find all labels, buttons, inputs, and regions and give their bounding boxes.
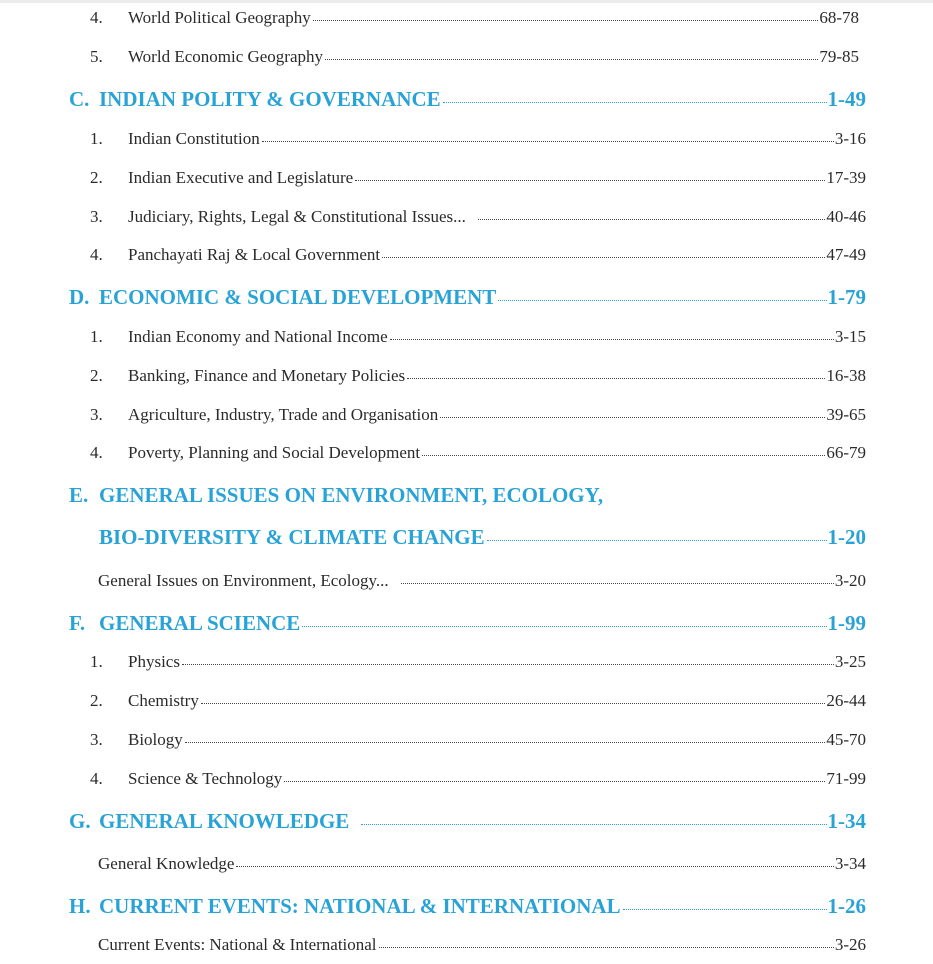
dot-leader [401, 583, 834, 584]
toc-section-heading[interactable] [0, 809, 933, 834]
entry-pages: 71-99 [826, 769, 866, 788]
entry-pages: 45-70 [826, 730, 866, 749]
entry-number: 2. [90, 691, 103, 710]
entry-number: 4. [90, 245, 103, 264]
dot-leader [382, 257, 825, 258]
dot-leader [379, 947, 834, 948]
dot-leader [182, 664, 834, 665]
entry-pages: 3-26 [834, 935, 866, 954]
entry-title: World Political Geography [128, 8, 311, 27]
entry-pages: 40-46 [826, 207, 866, 226]
entry-pages: 39-65 [826, 405, 866, 424]
section-title: INDIAN POLITY & GOVERNANCE [99, 87, 441, 111]
dot-leader [313, 20, 819, 21]
entry-title: Indian Executive and Legislature [128, 168, 354, 187]
entry-number: 1. [90, 652, 103, 671]
toc-entry[interactable] [0, 935, 933, 955]
dot-leader [422, 455, 825, 456]
toc-entry[interactable] [0, 769, 933, 789]
entry-title: Poverty, Planning and Social Development [128, 443, 421, 462]
toc-entry[interactable] [0, 245, 933, 265]
toc-entry[interactable] [0, 8, 933, 28]
entry-title: Banking, Finance and Monetary Policies [128, 366, 406, 385]
entry-pages: 66-79 [826, 443, 866, 462]
entry-pages: 68-78 [819, 8, 859, 27]
entry-number: 5. [90, 47, 103, 66]
entry-number: 4. [90, 443, 103, 462]
toc-entry[interactable] [0, 730, 933, 750]
entry-title: Indian Constitution [128, 129, 260, 148]
dot-leader [302, 626, 826, 627]
toc-entry[interactable] [0, 571, 933, 591]
entry-title: Indian Economy and National Income [128, 327, 388, 346]
entry-title: Biology [128, 730, 183, 749]
entry-number: 3. [90, 207, 103, 226]
toc-entry[interactable] [0, 366, 933, 386]
entry-pages: 26-44 [826, 691, 866, 710]
toc-entry[interactable] [0, 652, 933, 672]
section-title: GENERAL SCIENCE [99, 611, 301, 635]
entry-number: 2. [90, 366, 103, 385]
dot-leader [498, 300, 826, 301]
dot-leader [284, 781, 825, 782]
entry-pages: 3-20 [834, 571, 866, 590]
dot-leader [390, 339, 834, 340]
section-pages: 1-26 [827, 894, 866, 918]
section-letter: G. [69, 809, 91, 833]
toc-entry[interactable] [0, 327, 933, 347]
section-title: ECONOMIC & SOCIAL DEVELOPMENT [99, 285, 497, 309]
section-title: CURRENT EVENTS: NATIONAL & INTERNATIONAL [99, 894, 621, 918]
toc-section-heading[interactable] [0, 483, 933, 508]
dot-leader [440, 417, 825, 418]
entry-title: Judiciary, Rights, Legal & Constitutional Issues... [128, 207, 466, 226]
toc-entry[interactable] [0, 168, 933, 188]
section-pages: 1-20 [827, 525, 866, 549]
entry-number: 4. [90, 769, 103, 788]
section-letter: C. [69, 87, 90, 111]
section-letter: E. [69, 483, 89, 507]
dot-leader [478, 219, 825, 220]
section-letter: F. [69, 611, 86, 635]
section-letter: H. [69, 894, 91, 918]
dot-leader [201, 703, 825, 704]
toc-section-heading[interactable] [0, 87, 933, 112]
toc-entry[interactable] [0, 47, 933, 67]
dot-leader [262, 141, 834, 142]
section-title-line-1: GENERAL ISSUES ON ENVIRONMENT, ECOLOGY, [99, 483, 604, 507]
toc-section-heading-continued[interactable] [0, 525, 933, 550]
toc-entry[interactable] [0, 405, 933, 425]
entry-pages: 3-15 [834, 327, 866, 346]
dot-leader [623, 909, 827, 910]
entry-title: Science & Technology [128, 769, 283, 788]
entry-number: 2. [90, 168, 103, 187]
entry-pages: 3-34 [834, 854, 866, 873]
entry-title: General Issues on Environment, Ecology... [98, 571, 389, 590]
entry-number: 4. [90, 8, 103, 27]
entry-number: 1. [90, 129, 103, 148]
toc-entry[interactable] [0, 207, 933, 227]
section-pages: 1-49 [827, 87, 866, 111]
dot-leader [325, 59, 818, 60]
entry-pages: 3-16 [834, 129, 866, 148]
entry-title: Chemistry [128, 691, 199, 710]
dot-leader [407, 378, 825, 379]
toc-entry[interactable] [0, 854, 933, 874]
dot-leader [185, 742, 826, 743]
entry-title: General Knowledge [98, 854, 235, 873]
section-pages: 1-99 [827, 611, 866, 635]
entry-title: Current Events: National & International [98, 935, 377, 954]
entry-pages: 17-39 [826, 168, 866, 187]
dot-leader [355, 180, 825, 181]
page-top-edge [0, 0, 933, 3]
entry-number: 3. [90, 405, 103, 424]
toc-section-heading[interactable] [0, 285, 933, 310]
toc-section-heading[interactable] [0, 894, 933, 919]
entry-title: Physics [128, 652, 180, 671]
toc-entry[interactable] [0, 691, 933, 711]
entry-pages: 3-25 [834, 652, 866, 671]
entry-pages: 79-85 [819, 47, 859, 66]
entry-title: Agriculture, Industry, Trade and Organisation [128, 405, 439, 424]
section-pages: 1-79 [827, 285, 866, 309]
entry-number: 3. [90, 730, 103, 749]
dot-leader [361, 824, 826, 825]
section-letter: D. [69, 285, 90, 309]
toc-section-heading[interactable] [0, 611, 933, 636]
section-title-line-2: BIO-DIVERSITY & CLIMATE CHANGE [99, 525, 485, 549]
dot-leader [443, 102, 827, 103]
dot-leader [236, 866, 833, 867]
entry-title: World Economic Geography [128, 47, 324, 66]
toc-entry[interactable] [0, 443, 933, 463]
entry-pages: 47-49 [826, 245, 866, 264]
entry-number: 1. [90, 327, 103, 346]
entry-pages: 16-38 [826, 366, 866, 385]
dot-leader [487, 540, 827, 541]
toc-entry[interactable] [0, 129, 933, 149]
section-title: GENERAL KNOWLEDGE [99, 809, 350, 833]
entry-title: Panchayati Raj & Local Government [128, 245, 381, 264]
section-pages: 1-34 [827, 809, 866, 833]
